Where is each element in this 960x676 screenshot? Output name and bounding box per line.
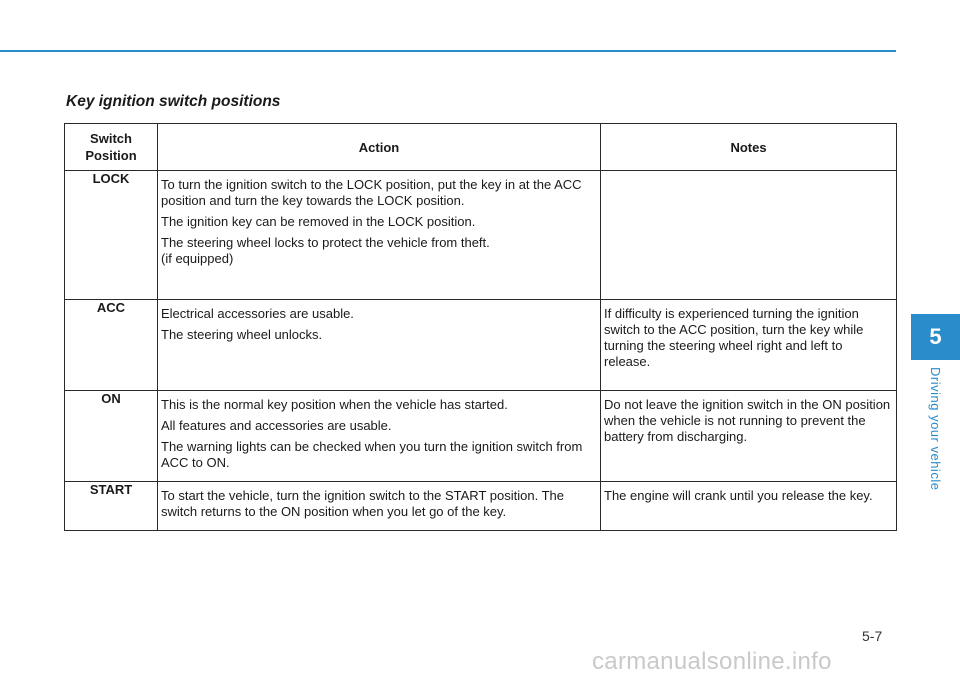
header-action-label: Action xyxy=(358,139,400,155)
action-text: This is the normal key position when the vehicle has started. xyxy=(161,397,508,412)
action-text: Electrical accessories are usable. xyxy=(161,306,354,321)
page-number: 5-7 xyxy=(862,628,883,644)
chapter-number-tab: 5 xyxy=(911,314,960,360)
notes-cell xyxy=(601,171,897,300)
header-action xyxy=(158,124,601,171)
position-cell: ON xyxy=(65,391,158,482)
table-row-acc xyxy=(65,300,897,391)
action-cell xyxy=(158,171,601,300)
header-rule xyxy=(0,50,896,52)
watermark: carmanualsonline.info xyxy=(592,648,832,675)
position-cell: LOCK xyxy=(65,171,158,300)
action-text: The warning lights can be checked when you turn the ignition switch from ACC to ON. xyxy=(161,439,583,470)
chapter-name: Driving your vehicle xyxy=(928,367,943,491)
action-text: All features and accessories are usable. xyxy=(161,418,392,433)
position-cell: START xyxy=(65,482,158,531)
header-notes xyxy=(601,124,897,171)
action-cell xyxy=(158,391,601,482)
header-switch-position xyxy=(65,124,158,171)
action-text: The steering wheel unlocks. xyxy=(161,327,323,342)
table-row-start xyxy=(65,482,897,531)
section-title: Key ignition switch positions xyxy=(66,93,281,110)
header-notes-label: Notes xyxy=(730,139,767,155)
action-cell xyxy=(158,482,601,531)
ignition-positions-table xyxy=(64,123,897,531)
header-switch-position-label: Switch Position xyxy=(85,131,137,163)
action-text: To start the vehicle, turn the ignition switch to the START position. The switch returns to the ON position when you let go of the key. xyxy=(161,488,564,519)
position-cell: ACC xyxy=(65,300,158,391)
table-row-lock xyxy=(65,171,897,300)
action-cell xyxy=(158,300,601,391)
action-text: The ignition key can be removed in the LOCK position. xyxy=(161,214,476,229)
table-row-on xyxy=(65,391,897,482)
notes-cell: Do not leave the ignition switch in the ON position when the vehicle is not running to prevent the battery from discharging. xyxy=(601,391,897,482)
table-header-row xyxy=(65,124,897,171)
notes-cell: If difficulty is experienced turning the ignition switch to the ACC position, turn the key while turning the steering wheel right and left to release. xyxy=(601,300,897,391)
action-text: To turn the ignition switch to the LOCK position, put the key in at the ACC position and turn the key towards the LOCK position. xyxy=(161,177,582,208)
action-text: The steering wheel locks to protect the vehicle from theft. (if equipped) xyxy=(161,235,490,266)
notes-cell: The engine will crank until you release the key. xyxy=(601,482,897,531)
